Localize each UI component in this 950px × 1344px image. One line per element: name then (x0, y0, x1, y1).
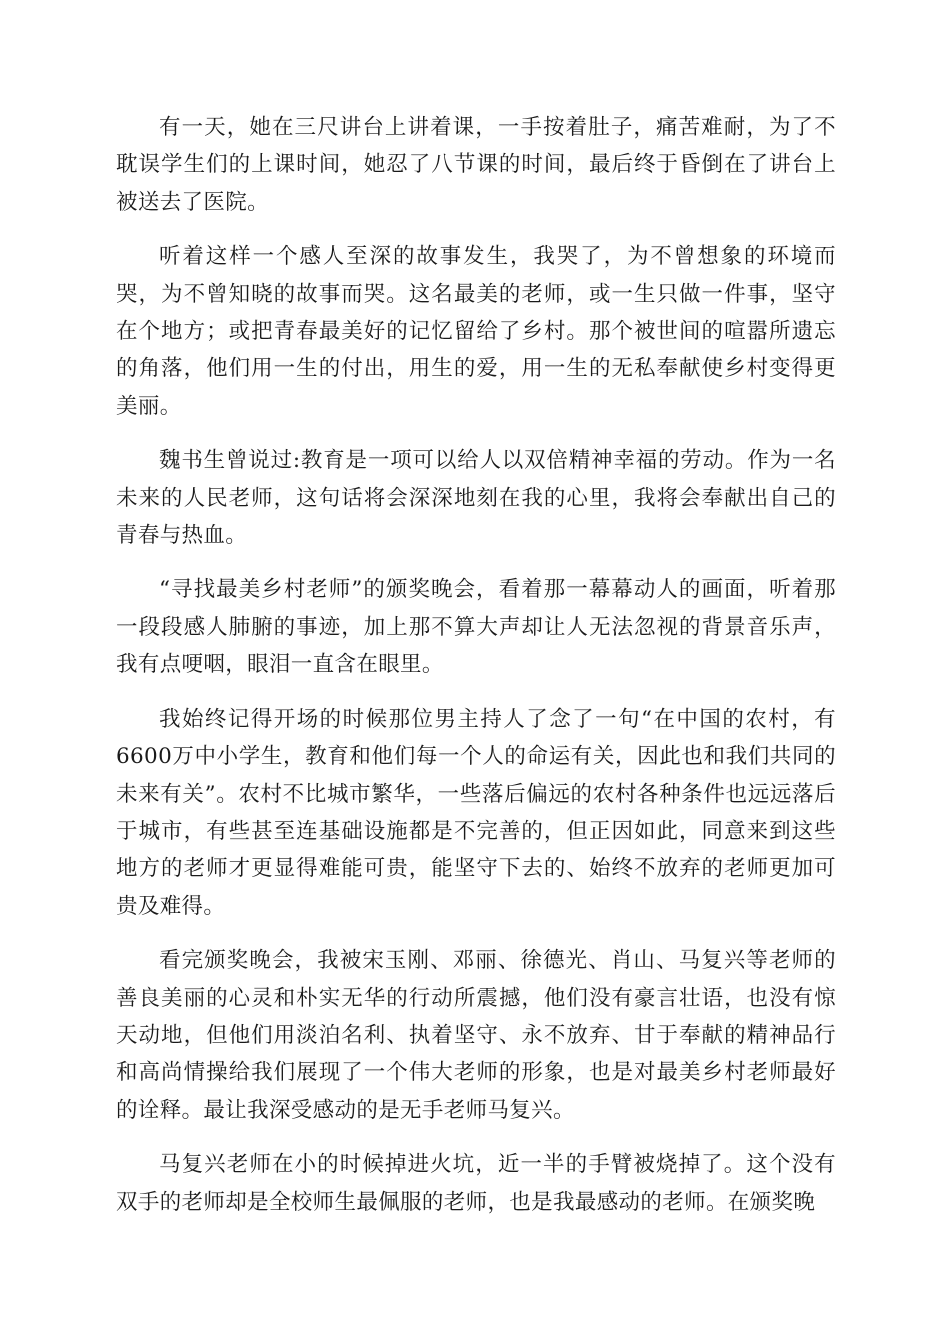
paragraph: 魏书生曾说过:教育是一项可以给人以双倍精神幸福的劳动。作为一名未来的人民老师，这句话将会深深地刻在我的心里，我将会奉献出自己的青春与热血。 (116, 448, 836, 549)
paragraph: 马复兴老师在小的时候掉进火坑，近一半的手臂被烧掉了。这个没有双手的老师却是全校师生最佩服的老师，也是我最感动的老师。在颁奖晚 (116, 1152, 836, 1215)
paragraph: 我始终记得开场的时候那位男主持人了念了一句“在中国的农村，有6600万中小学生，教育和他们每一个人的命运有关，因此也和我们共同的未来有关”。农村不比城市繁华，一些落后偏远的农村各种条件也远远落后于城市，有些甚至连基础设施都是不完善的，但正因如此，同意来到这些地方的老师才更显得难能可贵，能坚守下去的、始终不放弃的老师更加可贵及难得。 (116, 706, 836, 919)
paragraph: 看完颁奖晚会，我被宋玉刚、邓丽、徐德光、肖山、马复兴等老师的善良美丽的心灵和朴实无华的行动所震撼，他们没有豪言壮语，也没有惊天动地，但他们用淡泊名利、执着坚守、永不放弃、甘于奉献的精神品行和高尚情操给我们展现了一个伟大老师的形象，也是对最美乡村老师最好的诠释。最让我深受感动的是无手老师马复兴。 (116, 948, 836, 1123)
document-body (116, 109, 836, 1238)
paragraph: 有一天，她在三尺讲台上讲着课，一手按着肚子，痛苦难耐，为了不耽误学生们的上课时间，她忍了八节课的时间，最后终于昏倒在了讲台上被送去了医院。 (116, 115, 836, 215)
paragraph: “寻找最美乡村老师”的颁奖晚会，看着那一幕幕动人的画面，听着那一段段感人肺腑的事迹，加上那不算大声却让人无法忽视的背景音乐声，我有点哽咽，眼泪一直含在眼里。 (116, 577, 836, 678)
paragraph: 听着这样一个感人至深的故事发生，我哭了，为不曾想象的环境而哭，为不曾知晓的故事而哭。这名最美的老师，或一生只做一件事，坚守在个地方；或把青春最美好的记忆留给了乡村。那个被世间的喧嚣所遗忘的角落，他们用一生的付出，用生的爱，用一生的无私奉献使乡村变得更美丽。 (116, 244, 836, 419)
